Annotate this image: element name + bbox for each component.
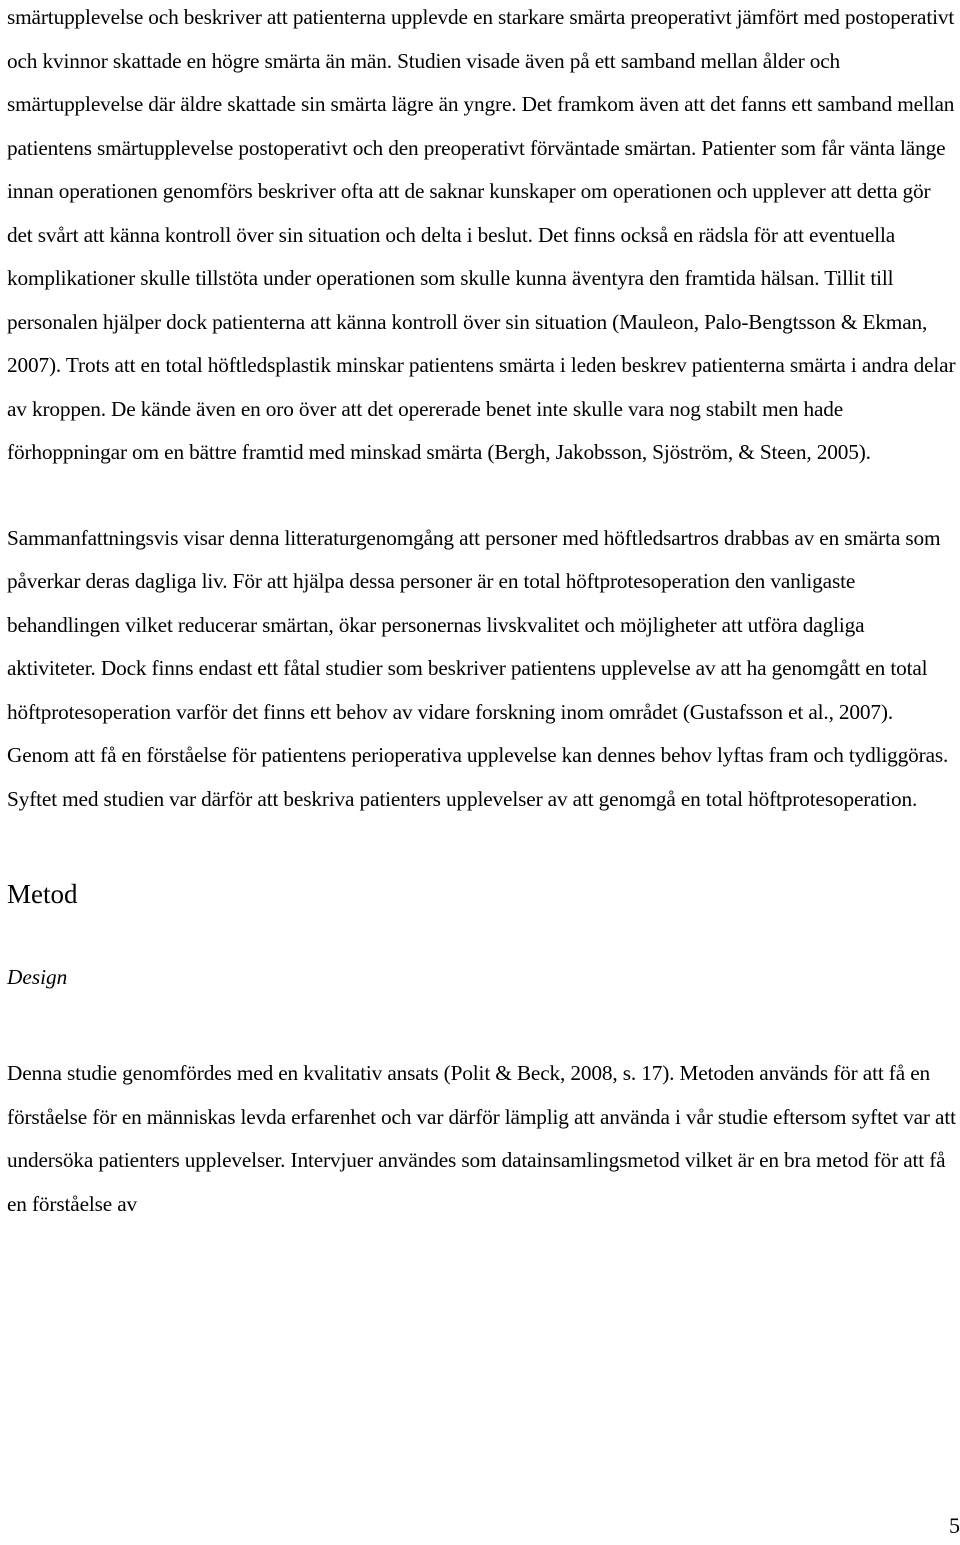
page-number: 5 bbox=[949, 1513, 960, 1538]
body-paragraph-design: Denna studie genomfördes med en kvalitativ ansats (Polit & Beck, 2008, s. 17). Metoden används för att få en förståelse för en människas levda erfarenhet och var därför lämplig att använda i vår studie eftersom syftet var att undersöka patienters upplevelser. Intervjuer användes som datainsamlingsmetod vilket är en bra metod för att få en förståelse av bbox=[7, 1061, 956, 1216]
body-paragraph-intro-continued: smärtupplevelse och beskriver att patienterna upplevde en starkare smärta preoperativt jämfört med postoperativt och kvinnor skattade en högre smärta än män. Studien visade även på ett samband mellan ålder och smärtupplevelse där äldre skattade sin smärta lägre än yngre. Det framkom även att det fanns ett samband mellan patientens smärtupplevelse postoperativt och den preoperativt förväntade smärtan. Patienter som får vänta länge innan operationen genomförs beskriver ofta att de saknar kunskaper om operationen och upplever att detta gör det svårt att känna kontroll över sin situation och delta i beslut. Det finns också en rädsla för att eventuella komplikationer skulle tillstöta under operationen som skulle kunna äventyra den framtida hälsan. Tillit till personalen hjälper dock patienterna att känna kontroll över sin situation (Mauleon, Palo-Bengtsson & Ekman, 2007). Trots att en total höftledsplastik minskar patientens smärta i leden beskrev patienterna smärta i andra delar av kroppen. De kände även en oro över att det opererade benet inte skulle vara nog stabilt men hade förhoppningar om en bättre framtid med minskad smärta (Bergh, Jakobsson, Sjöström, & Steen, 2005). bbox=[7, 5, 956, 464]
document-page bbox=[7, 0, 957, 1226]
subsection-heading-design: Design bbox=[7, 965, 68, 989]
body-paragraph-summary: Sammanfattningsvis visar denna litteraturgenomgång att personer med höftledsartros drabbas av en smärta som påverkar deras dagliga liv. För att hjälpa dessa personer är en total höftprotesoperation den vanligaste behandlingen vilket reducerar smärtan, ökar personernas livskvalitet och möjligheter att utföra dagliga aktiviteter. Dock finns endast ett fåtal studier som beskriver patientens upplevelse av att ha genomgått en total höftprotesoperation varför det finns ett behov av vidare forskning inom området (Gustafsson et al., 2007). Genom att få en förståelse för patientens perioperativa upplevelse kan dennes behov lyftas fram och tydliggöras. Syftet med studien var därför att beskriva patienters upplevelser av att genomgå en total höftprotesoperation. bbox=[7, 525, 949, 811]
section-heading-metod: Metod bbox=[7, 879, 78, 909]
